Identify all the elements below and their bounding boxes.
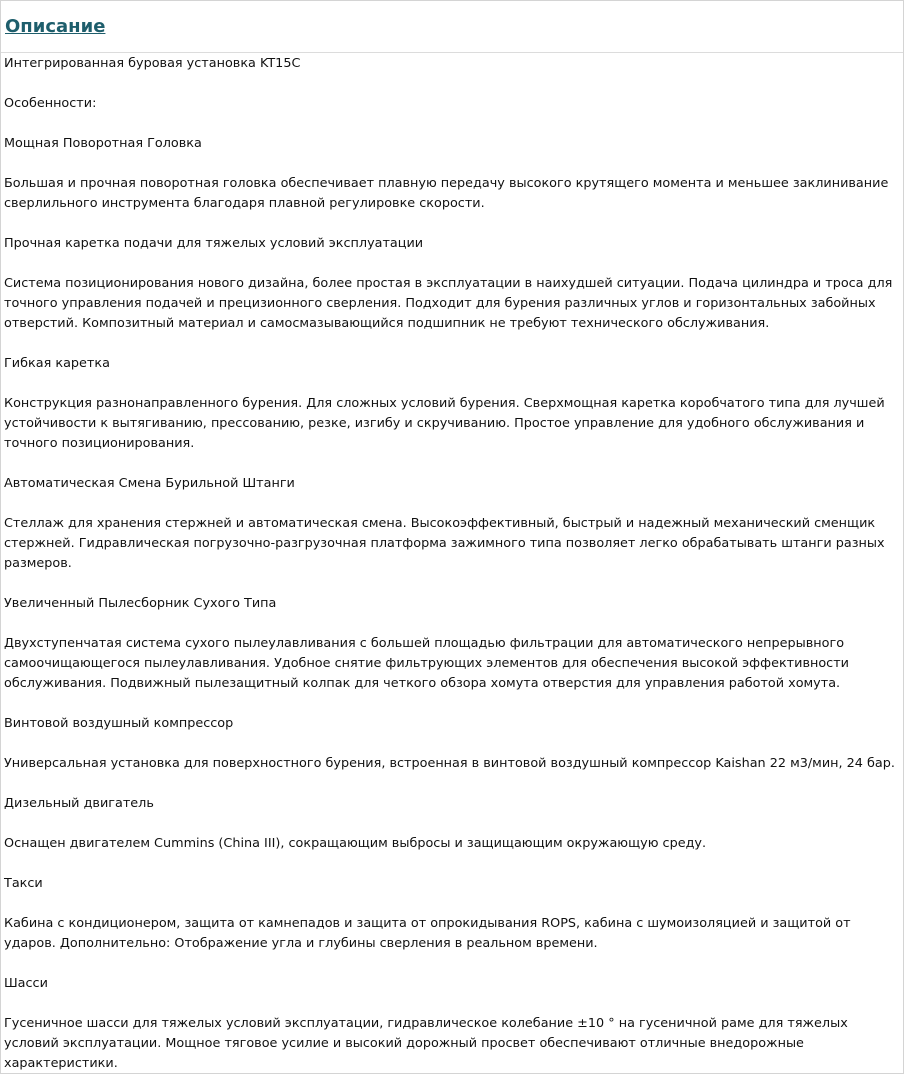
features-heading: Особенности: <box>4 96 97 111</box>
panel-header <box>1 1 903 53</box>
section-text-engine: Оснащен двигателем Cummins (China III), сокращающим выбросы и защищающим окружающую среду. <box>4 836 707 851</box>
description-tab-title[interactable]: Описание <box>5 16 106 37</box>
section-heading-flexible-carriage: Гибкая каретка <box>4 356 110 371</box>
section-text-rod-changer: Стеллаж для хранения стержней и автоматическая смена. Высокоэффективный, быстрый и надежный механический сменщик стержней. Гидравлическая погрузочно-разгрузочная платформа зажимного типа позволяет легко обрабатывать штанги разных размеров. <box>4 516 885 571</box>
section-heading-feed-carriage: Прочная каретка подачи для тяжелых условий эксплуатации <box>4 236 424 251</box>
section-text-feed-carriage: Система позиционирования нового дизайна, более простая в эксплуатации в наихудшей ситуации. Подача цилиндра и троса для точного управления подачей и прецизионного сверления. Подходит для бурения различных углов и горизонтальных забойных отверстий. Композитный материал и самосмазывающийся подшипник не требуют технического обслуживания. <box>4 276 893 331</box>
section-heading-chassis: Шасси <box>4 976 48 991</box>
section-heading-dust-collector: Увеличенный Пылесборник Сухого Типа <box>4 596 277 611</box>
section-heading-rod-changer: Автоматическая Смена Бурильной Штанги <box>4 476 295 491</box>
section-text-flexible-carriage: Конструкция разнонаправленного бурения. Для сложных условий бурения. Сверхмощная каретка коробчатого типа для лучшей устойчивости к вытягиванию, прессованию, резке, изгибу и скручиванию. Простое управление для удобного обслуживания и точного позиционирования. <box>4 396 885 451</box>
section-heading-engine: Дизельный двигатель <box>4 796 154 811</box>
section-heading-cab: Такси <box>4 876 43 891</box>
section-text-dust-collector: Двухступенчатая система сухого пылеулавливания с большей площадью фильтрации для автоматического непрерывного самоочищающегося пылеулавливания. Удобное снятие фильтрующих элементов для обеспечения высокой эффективности обслуживания. Подвижный пылезащитный колпак для четкого обзора хомута отверстия для управления работой хомута. <box>4 636 849 691</box>
section-heading-rotary-head: Мощная Поворотная Головка <box>4 136 202 151</box>
description-body <box>1 53 903 1074</box>
section-text-cab: Кабина с кондиционером, защита от камнепадов и защита от опрокидывания ROPS, кабина с шумоизоляцией и защитой от ударов. Дополнительно: Отображение угла и глубины сверления в реальном времени. <box>4 916 851 951</box>
section-text-rotary-head: Большая и прочная поворотная головка обеспечивает плавную передачу высокого крутящего момента и меньшее заклинивание сверлильного инструмента благодаря плавной регулировке скорости. <box>4 176 889 211</box>
product-title: Интегрированная буровая установка KT15C <box>4 56 301 71</box>
section-text-compressor: Универсальная установка для поверхностного бурения, встроенная в винтовой воздушный компрессор Kaishan 22 м3/мин, 24 бар. <box>4 756 895 771</box>
section-text-chassis: Гусеничное шасси для тяжелых условий эксплуатации, гидравлическое колебание ±10 ° на гусеничной раме для тяжелых условий эксплуатации. Мощное тяговое усилие и высокий дорожный просвет обеспечивают отличные внедорожные характеристики. <box>4 1016 848 1071</box>
section-heading-compressor: Винтовой воздушный компрессор <box>4 716 234 731</box>
